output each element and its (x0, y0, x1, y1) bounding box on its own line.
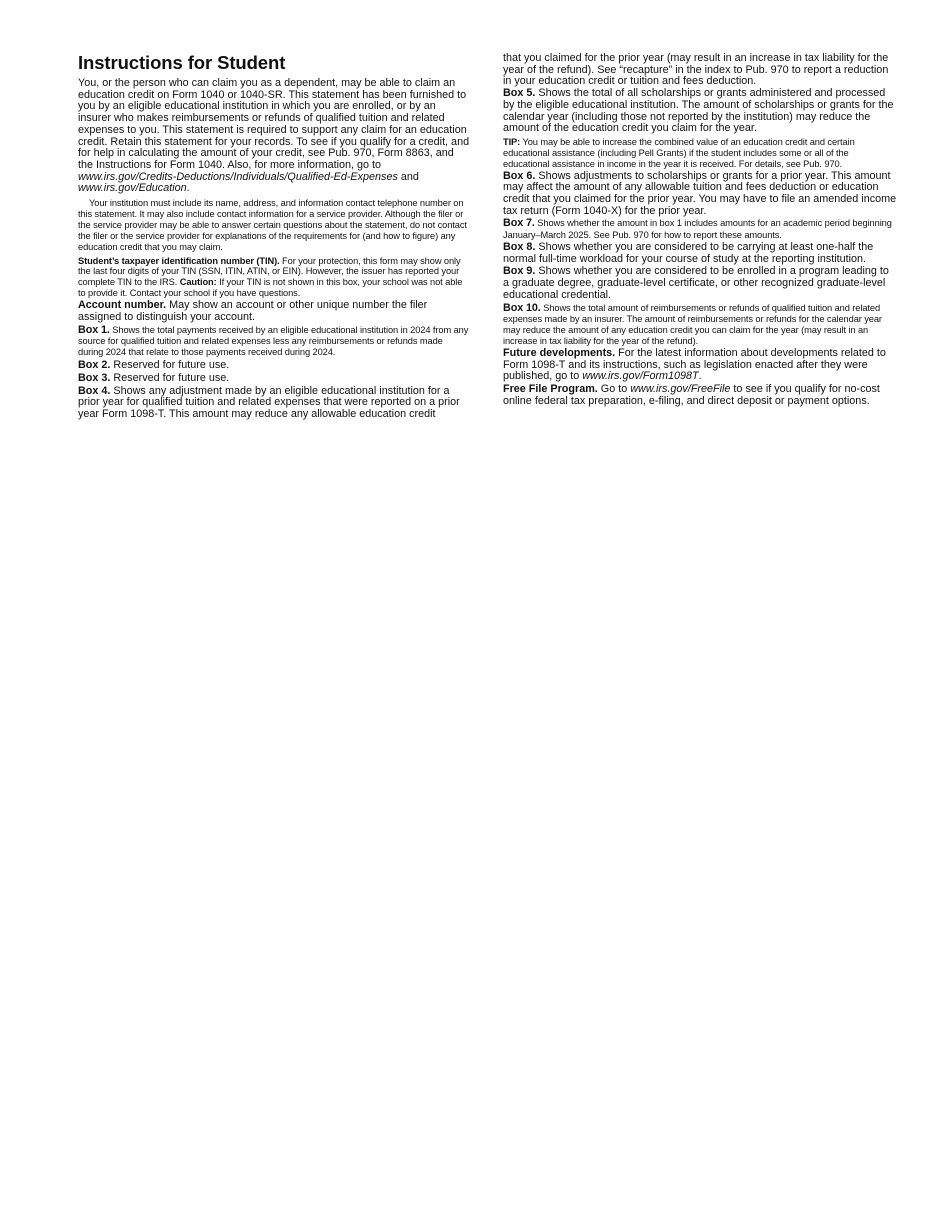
box5-label: Box 5. (503, 87, 536, 100)
intro-text: You, or the person who can claim you as a dependent, may be able to claim an education credit on Form 1040 or 1040-SR. This statement has been furnished to you by an eligible educational institution in which you are enrolled, or by an insurer who makes reimbursements or refunds of qualified tuition and related expenses to you. This statement is required to support any claim for an education credit. Retain this statement for your records. To see if you qualify for a credit, and for help in calculating the amount of your credit, see Pub. 970, Form 8863, and the Instructions for Form 1040. Also, for more information, go to (78, 77, 470, 171)
tin-text: For your protection, this form may show only the last four digits of your TIN (SSN, ITIN, ATIN, or EIN). However, the issuer has reported your complete TIN to the IRS. (78, 255, 461, 288)
account-text: May show an account or other unique number the filer assigned to distinguish your account. (78, 299, 428, 323)
future-label: Future developments. (503, 347, 616, 359)
freefile-text1: Go to (597, 383, 631, 396)
future-end: . (698, 370, 702, 383)
tip-paragraph (503, 137, 897, 170)
box3-label: Box 3. (78, 371, 111, 384)
box7-paragraph (503, 218, 897, 241)
box4-text: Shows any adjustment made by an eligible educational institution for a prior year for qualified tuition and related expenses that were reported on a prior year Form 1098-T. This amount may reduce any allowable education credit (78, 384, 460, 420)
box7-label: Box 7. (503, 217, 535, 230)
box10-label: Box 10. (503, 301, 541, 314)
box2-paragraph (78, 360, 470, 372)
box5-paragraph (503, 88, 897, 135)
box10-paragraph (503, 303, 897, 347)
box2-text: Reserved for future use. (110, 359, 230, 372)
box6-text: Shows adjustments to scholarships or grants for a prior year. This amount may affect the amount of any allowable tuition and fees deduction or education credit that you claimed for the prior year. You may have to file an amended income tax return (Form 1040-X) for the prior year. (503, 169, 897, 217)
box9-text: Shows whether you are considered to be enrolled in a program leading to a graduate degree, graduate-level certificate, or other recognized graduate-level educational credential. (503, 265, 889, 301)
box2-label: Box 2. (78, 359, 111, 372)
tin-paragraph (78, 256, 470, 300)
box3-paragraph (78, 373, 470, 385)
right-column (503, 53, 897, 408)
left-column (78, 52, 470, 421)
box5-text: Shows the total of all scholarships or grants administered and processed by the eligible educational institution. The amount of scholarships or grants for the calendar year (including those not reported by the institution) may reduce the amount of the education credit you claim for the year. (503, 87, 894, 135)
box10-text: Shows the total amount of reimbursements or refunds of qualified tuition and related expenses made by an insurer. The amount of reimbursements or refunds for the calendar year may reduce the amount of any education credit you can claim for the year (may result in an increase in tax liability for the year of the refund). (503, 302, 882, 347)
credits-link[interactable]: www.irs.gov/Credits-Deductions/Individuals/Qualified-Ed-Expenses (78, 170, 398, 183)
tip-label: TIP: (503, 136, 521, 147)
future-developments-paragraph (503, 348, 897, 383)
box4-continued: that you claimed for the prior year (may result in an increase in tax liability for the year of the refund). See “recapture” in the index to Pub. 970 to report a reduction in your education credit or tuition and fees deduction. (503, 52, 889, 88)
box8-label: Box 8. (503, 241, 536, 254)
caution-text: If your TIN is not shown in this box, your school was not able to provide it. Contact your school if you have questions. (78, 277, 463, 299)
box8-text: Shows whether you are considered to be carrying at least one-half the normal full-time workload for your course of study at the reporting institution. (503, 241, 874, 265)
box4-paragraph (78, 386, 470, 421)
intro-and: and (397, 170, 419, 183)
account-label: Account number. (78, 299, 167, 312)
page-title: Instructions for Student (78, 52, 286, 73)
caution-label: Caution: (179, 277, 217, 288)
freefile-link[interactable]: www.irs.gov/FreeFile (630, 383, 731, 396)
future-text: For the latest information about developments related to Form 1098-T and its instructions, such as legislation enacted after they were published, go to (503, 347, 886, 383)
education-link[interactable]: www.irs.gov/Education (78, 182, 187, 195)
box9-label: Box 9. (503, 265, 536, 278)
freefile-text2: to see if you qualify for no-cost online federal tax preparation, e-filing, and direct deposit or payment options. (503, 383, 880, 407)
box6-label: Box 6. (503, 169, 536, 182)
box4-label: Box 4. (78, 384, 111, 397)
box8-paragraph (503, 242, 897, 265)
tin-label: Student’s taxpayer identification number (TIN). (78, 255, 280, 266)
account-paragraph (78, 300, 470, 323)
freefile-label: Free File Program. (503, 383, 598, 396)
box9-paragraph (503, 266, 897, 301)
institution-paragraph: Your institution must include its name, address, and information contact telephone number on this statement. It may also include contact information for a service provider. Although the filer or the service provider may be able to answer certain questions about the statement, do not contact the filer or the service provider for explanations of the requirements for (and how to figure) any education credit that you may claim. (78, 198, 467, 252)
form1098t-link[interactable]: www.irs.gov/Form1098T (582, 370, 699, 383)
box6-paragraph (503, 171, 897, 218)
intro-paragraph (78, 78, 470, 195)
tip-text: You may be able to increase the combined value of an education credit and certain educational assistance (including Pell Grants) if the student includes some or all of the educational assistance in income in the year it is received. For details, see Pub. 970. (503, 136, 855, 169)
free-file-paragraph (503, 384, 897, 407)
box3-text: Reserved for future use. (110, 371, 230, 384)
box1-label: Box 1. (78, 323, 110, 336)
box7-text: Shows whether the amount in box 1 includes amounts for an academic period beginning January–March 2025. See Pub. 970 for how to report these amounts. (503, 218, 892, 241)
intro-end: . (186, 182, 190, 195)
box1-text: Shows the total payments received by an eligible educational institution in 2024 from any source for qualified tuition and related expenses less any reimbursements or refunds made during 2024 that relate to those payments received during 2024. (78, 324, 469, 358)
box1-paragraph (78, 325, 470, 359)
